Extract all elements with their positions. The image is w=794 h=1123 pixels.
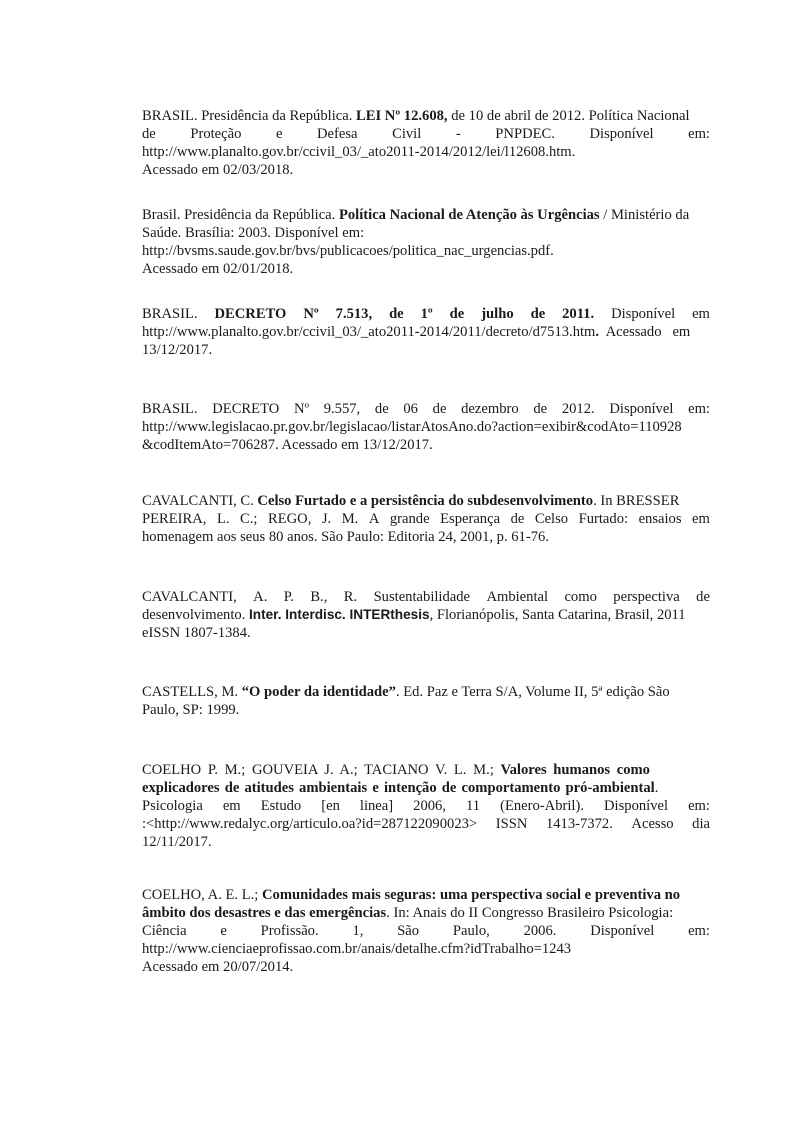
reference-title: explicadores de atitudes ambientais e intenção de comportamento pró-ambiental	[142, 780, 655, 796]
word: dia	[692, 816, 710, 832]
word: DECRETO	[212, 401, 280, 417]
word: em:	[688, 401, 710, 417]
word: em	[692, 511, 710, 527]
reference-line	[142, 588, 710, 606]
word: de	[374, 401, 389, 417]
word: e	[275, 126, 283, 142]
reference-title: LEI Nº 12.608,	[356, 108, 448, 124]
word: PNPDEC.	[495, 126, 555, 142]
word: de	[389, 306, 404, 322]
reference-text: . In: Anais do II Congresso Brasileiro Psicologia:	[386, 905, 674, 921]
word: e	[220, 923, 227, 939]
word: 06	[403, 401, 418, 417]
reference-line	[142, 323, 710, 341]
reference-line	[142, 510, 710, 528]
reference-text: desenvolvimento.	[142, 607, 250, 623]
word: A	[368, 511, 380, 527]
word: L.	[216, 511, 230, 527]
access-date: 13/12/2017.	[142, 342, 213, 358]
word: Esperança	[440, 511, 501, 527]
word: 2006,	[413, 798, 446, 814]
word: DECRETO	[214, 306, 287, 322]
word: 2011.	[562, 306, 595, 322]
reference-text: . Ed. Paz e Terra S/A, Volume II, 5ª edição São	[395, 684, 670, 700]
issn-text: eISSN 1807-1384.	[142, 625, 251, 641]
word: 11	[466, 798, 481, 814]
reference-title: “O poder da identidade”	[241, 684, 396, 700]
word: R.	[343, 589, 358, 605]
word: ensaios	[638, 511, 682, 527]
word: de	[510, 511, 525, 527]
author-text: BRASIL. Presidência da República.	[142, 108, 356, 124]
word: Profissão.	[260, 923, 319, 939]
reference-line: homenagem aos seus 80 anos. São Paulo: Editoria 24, 2001, p. 61-76.	[142, 529, 549, 545]
word: Disponível	[611, 306, 676, 322]
word: de	[696, 589, 710, 605]
word: de	[530, 306, 546, 322]
word: A.	[253, 589, 268, 605]
word: em	[692, 306, 710, 322]
word: Celso	[534, 511, 569, 527]
reference-coelho-ael	[142, 886, 710, 976]
reference-url: http://bvsms.saude.gov.br/bvs/publicacoes/politica_nac_urgencias.pdf.	[142, 243, 554, 259]
reference-decreto-7513	[142, 305, 710, 359]
reference-cavalcanti-apb	[142, 588, 710, 642]
word: em:	[688, 923, 710, 939]
word: Nº	[303, 306, 319, 322]
reference-coelho-pm	[142, 761, 710, 851]
word: Paulo,	[452, 923, 490, 939]
word: Acesso	[631, 816, 674, 832]
access-date: Acessado em 02/03/2018.	[142, 162, 294, 178]
word: [en	[321, 798, 340, 814]
reference-line	[142, 125, 710, 143]
reference-title: Celso Furtado e a persistência do subdesenvolvimento	[257, 493, 594, 509]
word: São	[397, 923, 420, 939]
word: 1413-7372.	[545, 816, 613, 832]
word: Ambiental	[486, 589, 549, 605]
reference-text: Acessado em	[599, 324, 691, 340]
word: 7.513,	[335, 306, 373, 322]
reference-title: Valores humanos como	[500, 762, 650, 778]
word: CAVALCANTI,	[142, 589, 237, 605]
reference-text: , Florianópolis, Santa Catarina, Brasil, 2011	[429, 607, 686, 623]
reference-line	[142, 886, 710, 904]
word: de	[142, 126, 156, 142]
word: Estudo	[260, 798, 302, 814]
word: Civil	[392, 126, 422, 142]
word: B.,	[310, 589, 328, 605]
author-text: COELHO P. M.; GOUVEIA J. A.; TACIANO V. L. M.;	[142, 762, 501, 778]
word: M.	[341, 511, 359, 527]
reference-text: . In BRESSER	[593, 493, 680, 509]
word: (Enero-Abril).	[500, 798, 584, 814]
word: Defesa	[317, 126, 358, 142]
access-date: Acessado em 20/07/2014.	[142, 959, 294, 975]
word: julho	[481, 306, 514, 322]
word: J.	[321, 511, 332, 527]
author-text: COELHO, A. E. L.;	[142, 887, 262, 903]
word: Ciência	[142, 923, 187, 939]
reference-cavalcanti-c	[142, 492, 710, 546]
word: P.	[283, 589, 294, 605]
reference-line	[142, 922, 710, 940]
word: perspectiva	[613, 589, 680, 605]
reference-url: http://www.planalto.gov.br/ccivil_03/_ato2011-2014/2012/lei/l12608.htm.	[142, 144, 576, 160]
word: Disponível	[604, 798, 669, 814]
reference-text: de 10 de abril de 2012. Política Nacional	[447, 108, 690, 124]
word: Nº	[293, 401, 310, 417]
word: Furtado:	[578, 511, 629, 527]
reference-line	[142, 904, 710, 922]
reference-line	[142, 797, 710, 815]
reference-brasil-lei-12608	[142, 107, 710, 179]
word: linea]	[359, 798, 394, 814]
reference-decreto-9557	[142, 400, 710, 454]
author-text: Brasil. Presidência da República.	[142, 207, 339, 223]
word: dezembro	[461, 401, 519, 417]
reference-line	[142, 107, 710, 125]
reference-title: âmbito dos desastres e das emergências	[142, 905, 387, 921]
word: Sustentabilidade	[373, 589, 471, 605]
reference-line	[142, 492, 710, 510]
word: Disponível	[590, 923, 655, 939]
word: REGO,	[267, 511, 312, 527]
reference-line	[142, 683, 710, 701]
word: como	[564, 589, 597, 605]
reference-line	[142, 305, 710, 323]
word: em	[222, 798, 241, 814]
word: C.;	[240, 511, 258, 527]
reference-title: Política Nacional de Atenção às Urgências	[338, 207, 600, 223]
author-text: CAVALCANTI, C.	[142, 493, 258, 509]
access-date: 12/11/2017.	[142, 834, 212, 850]
word: de	[533, 401, 548, 417]
reference-title: Comunidades mais seguras: uma perspectiva social e preventiva no	[262, 887, 681, 903]
reference-line	[142, 761, 710, 779]
word: Proteção	[190, 126, 242, 142]
access-date: Acessado em 02/01/2018.	[142, 261, 294, 277]
word: em:	[688, 798, 710, 814]
word: 2006.	[523, 923, 557, 939]
word: ISSN	[495, 816, 528, 832]
reference-castells	[142, 683, 710, 719]
word: 1º	[420, 306, 433, 322]
word: 1,	[352, 923, 364, 939]
word: 9.557,	[323, 401, 361, 417]
reference-text: / Ministério da	[599, 207, 690, 223]
word: Disponível	[609, 401, 674, 417]
word: BRASIL.	[142, 401, 198, 417]
word: -	[455, 126, 461, 142]
word: em:	[688, 126, 710, 142]
reference-line	[142, 815, 710, 833]
reference-politica-urgencias	[142, 206, 710, 278]
reference-text: .	[654, 780, 659, 796]
reference-url: http://www.planalto.gov.br/ccivil_03/_ato2011-2014/2011/decreto/d7513.htm	[142, 324, 596, 340]
reference-line	[142, 779, 710, 797]
access-date: &codItemAto=706287. Acessado em 13/12/2017.	[142, 437, 433, 453]
reference-line	[142, 606, 710, 624]
reference-url: http://www.cienciaeprofissao.com.br/anais/detalhe.cfm?idTrabalho=1243	[142, 941, 572, 957]
word: BRASIL.	[142, 306, 198, 322]
reference-url: :<http://www.redalyc.org/articulo.oa?id=287122090023>	[142, 816, 478, 832]
word: Psicologia	[142, 798, 203, 814]
reference-line	[142, 400, 710, 418]
word: 2012.	[561, 401, 595, 417]
word: Disponível	[589, 126, 654, 142]
reference-url: http://www.legislacao.pr.gov.br/legislacao/listarAtosAno.do?action=exibir&codAto=110928	[142, 419, 682, 435]
word: de	[432, 401, 447, 417]
word: de	[449, 306, 465, 322]
word: PEREIRA,	[142, 511, 207, 527]
reference-line	[142, 206, 710, 224]
author-text: CASTELLS, M.	[142, 684, 242, 700]
reference-line: Paulo, SP: 1999.	[142, 702, 240, 718]
reference-line: Saúde. Brasília: 2003. Disponível em:	[142, 225, 365, 241]
journal-title: Inter. Interdisc. INTERthesis	[249, 607, 430, 622]
word: grande	[389, 511, 430, 527]
reference-text: .	[595, 324, 600, 340]
